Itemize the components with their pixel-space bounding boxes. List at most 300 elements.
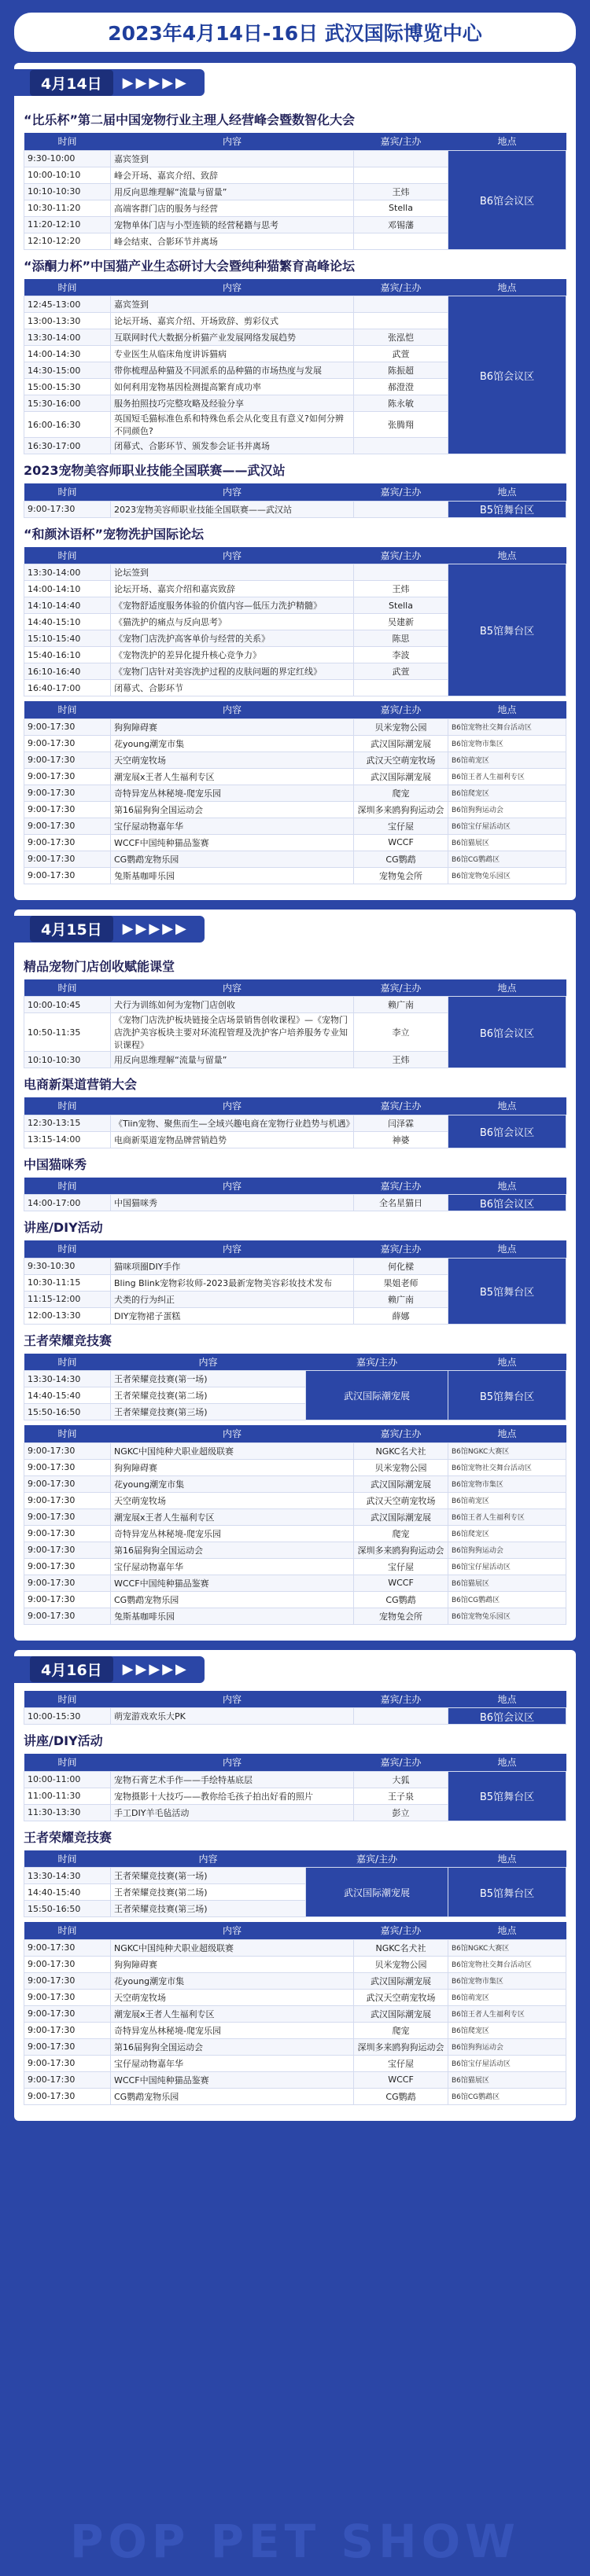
table-header: 嘉宾/主办 bbox=[306, 1354, 448, 1371]
time-cell: 10:50-11:35 bbox=[24, 1013, 111, 1052]
content-cell: 《宠物舒适度服务体验的价值内容—低压力洗护精髓》 bbox=[111, 597, 354, 614]
content-cell: 王者荣耀竞技赛(第三场) bbox=[111, 1404, 306, 1420]
host-cell: WCCF bbox=[354, 2071, 448, 2088]
time-cell: 14:00-14:30 bbox=[24, 346, 111, 362]
content-cell: 第16届狗狗全国运动会 bbox=[111, 1542, 354, 1558]
table-header: 地点 bbox=[448, 701, 566, 718]
day-banner bbox=[14, 69, 205, 96]
time-cell: 9:00-17:30 bbox=[24, 2071, 111, 2088]
section-title: “比乐杯”第二届中国宠物行业主理人经营峰会暨数智化大会 bbox=[24, 112, 356, 127]
content-cell: 奇特异宠丛林秘境-爬宠乐园 bbox=[111, 785, 354, 801]
host-cell: 宠物兔会所 bbox=[354, 867, 448, 884]
table-row bbox=[24, 2022, 566, 2038]
location-cell: B5馆舞台区 bbox=[448, 1258, 566, 1324]
table-header: 内容 bbox=[111, 547, 354, 564]
time-cell: 15:30-16:00 bbox=[24, 395, 111, 412]
host-cell: 武汉国际潮宠展 bbox=[306, 1868, 448, 1917]
content-cell: CG鹦鹉宠物乐园 bbox=[111, 2088, 354, 2104]
content-cell: 嘉宾签到 bbox=[111, 150, 354, 167]
table-row bbox=[24, 867, 566, 884]
table-row bbox=[24, 785, 566, 801]
content-cell: 互联网时代大数据分析猫产业发展网络发展趋势 bbox=[111, 329, 354, 346]
content-cell: 宠物单体门店与小型连锁的经营秘籍与思考 bbox=[111, 216, 354, 233]
content-cell: 奇特异宠丛林秘境-爬宠乐园 bbox=[111, 1525, 354, 1542]
table-header: 时间 bbox=[24, 1922, 111, 1939]
table-header: 时间 bbox=[24, 547, 111, 564]
table-header: 时间 bbox=[24, 1178, 111, 1195]
host-cell: 武萱 bbox=[354, 346, 448, 362]
host-cell: 深圳多来鸥狗狗运动会 bbox=[354, 2038, 448, 2055]
host-cell: 王炜 bbox=[354, 183, 448, 200]
content-cell: 《宠物门店洗护板块链接全店场景销售创收课程》—《宠物门店洗护美容板块主要对环流程管理及洗护客户培养服务专业知识课程》 bbox=[111, 1013, 354, 1052]
time-cell: 9:00-17:30 bbox=[24, 1972, 111, 1989]
location-cell: B6馆狗狗运动会 bbox=[448, 2038, 566, 2055]
host-cell: 武汉国际潮宠展 bbox=[354, 2005, 448, 2022]
host-cell: WCCF bbox=[354, 834, 448, 851]
host-cell: 武汉国际潮宠展 bbox=[354, 1972, 448, 1989]
table-row bbox=[24, 1972, 566, 1989]
host-cell: 武汉天空萌宠牧场 bbox=[354, 751, 448, 768]
host-cell bbox=[354, 150, 448, 167]
time-cell: 10:10-10:30 bbox=[24, 1052, 111, 1068]
schedule-table bbox=[24, 1754, 566, 1821]
content-cell: 王者荣耀竞技赛(第一场) bbox=[111, 1371, 306, 1387]
content-cell: 犬类的行为纠正 bbox=[111, 1291, 354, 1307]
schedule-table bbox=[24, 1922, 566, 2105]
time-cell: 9:00-17:30 bbox=[24, 1508, 111, 1525]
time-cell: 10:10-10:30 bbox=[24, 183, 111, 200]
time-cell: 16:30-17:00 bbox=[24, 438, 111, 454]
day-banner bbox=[14, 1656, 205, 1683]
table-header: 内容 bbox=[111, 1850, 306, 1868]
table-header: 嘉宾/主办 bbox=[354, 1178, 448, 1195]
table-row bbox=[24, 1558, 566, 1575]
content-cell: 英国短毛猫标准色系和特殊色系会从化变且有意义?如何分辨不同颜色? bbox=[111, 412, 354, 438]
host-cell bbox=[354, 296, 448, 313]
location-cell: B6馆猫展区 bbox=[448, 2071, 566, 2088]
location-cell: B6馆萌宠区 bbox=[448, 1492, 566, 1508]
host-cell bbox=[354, 313, 448, 329]
location-cell: B6馆萌宠区 bbox=[448, 1989, 566, 2005]
time-cell: 14:40-15:40 bbox=[24, 1387, 111, 1404]
content-cell: NGKC中国纯种犬职业超级联赛 bbox=[111, 1939, 354, 1956]
section-title: “和颜沐语杯”宠物洗护国际论坛 bbox=[24, 526, 205, 542]
time-cell: 16:00-16:30 bbox=[24, 412, 111, 438]
time-cell: 10:30-11:20 bbox=[24, 200, 111, 216]
table-header: 地点 bbox=[448, 133, 566, 150]
table-header: 时间 bbox=[24, 701, 111, 718]
time-cell: 15:50-16:50 bbox=[24, 1404, 111, 1420]
day-label: 4月15日 bbox=[30, 916, 113, 942]
content-cell: 宠物石膏艺术手作——手绘特基底层 bbox=[111, 1771, 354, 1788]
schedule-table bbox=[24, 1850, 566, 1918]
location-cell: B6馆猫展区 bbox=[448, 1575, 566, 1591]
content-cell: 《宠物门店洗护高客单价与经营的关系》 bbox=[111, 630, 354, 647]
table-header: 时间 bbox=[24, 133, 111, 150]
host-cell: Stella bbox=[354, 597, 448, 614]
table-header: 时间 bbox=[24, 1754, 111, 1771]
schedule-table bbox=[24, 1097, 566, 1148]
day-label: 4月16日 bbox=[30, 1656, 113, 1682]
location-cell: B6馆宝仔屋活动区 bbox=[448, 2055, 566, 2071]
time-cell: 15:50-16:50 bbox=[24, 1901, 111, 1917]
host-cell: NGKC名犬社 bbox=[354, 1939, 448, 1956]
time-cell: 9:00-17:30 bbox=[24, 1591, 111, 1608]
table-header: 时间 bbox=[24, 1097, 111, 1115]
content-cell: 天空萌宠牧场 bbox=[111, 751, 354, 768]
table-header: 内容 bbox=[111, 279, 354, 296]
host-cell: CG鹦鹉 bbox=[354, 1591, 448, 1608]
table-header: 嘉宾/主办 bbox=[354, 1425, 448, 1442]
content-cell: 萌宠游戏欢乐大PK bbox=[111, 1708, 354, 1725]
section-title: 讲座/DIY活动 bbox=[24, 1733, 103, 1748]
table-header: 地点 bbox=[448, 1922, 566, 1939]
location-cell: B6馆会议区 bbox=[448, 1195, 566, 1211]
table-row bbox=[24, 1475, 566, 1492]
table-row bbox=[24, 1492, 566, 1508]
day-card bbox=[14, 63, 576, 900]
table-header: 地点 bbox=[448, 1754, 566, 1771]
host-cell: 深圳多来鸥狗狗运动会 bbox=[354, 1542, 448, 1558]
table-row bbox=[24, 801, 566, 818]
host-cell: 贝米宠物公园 bbox=[354, 718, 448, 735]
table-header: 内容 bbox=[111, 1425, 354, 1442]
host-cell: 闫泽霖 bbox=[354, 1115, 448, 1131]
time-cell: 9:00-17:30 bbox=[24, 1956, 111, 1972]
table-row bbox=[24, 1939, 566, 1956]
content-cell: 宠物摄影十大技巧——教你给毛孩子拍出好看的照片 bbox=[111, 1788, 354, 1804]
content-cell: 潮宠展x王者人生福利专区 bbox=[111, 1508, 354, 1525]
table-row bbox=[24, 1459, 566, 1475]
time-cell: 11:15-12:00 bbox=[24, 1291, 111, 1307]
table-header: 内容 bbox=[111, 1354, 306, 1371]
host-cell: 宝仔屋 bbox=[354, 1558, 448, 1575]
schedule-table bbox=[24, 133, 566, 250]
content-cell: 花young潮宠市集 bbox=[111, 1972, 354, 1989]
location-cell: B6馆猫展区 bbox=[448, 834, 566, 851]
host-cell bbox=[354, 438, 448, 454]
time-cell: 14:40-15:40 bbox=[24, 1884, 111, 1901]
host-cell: 吴建新 bbox=[354, 614, 448, 630]
schedule-table bbox=[24, 547, 566, 697]
content-cell: 花young潮宠市集 bbox=[111, 735, 354, 751]
content-cell: 天空萌宠牧场 bbox=[111, 1989, 354, 2005]
host-cell: 彭立 bbox=[354, 1804, 448, 1821]
table-row bbox=[24, 501, 566, 517]
arrows-decoration: ▶▶▶▶▶ bbox=[122, 921, 189, 937]
content-cell: CG鹦鹉宠物乐园 bbox=[111, 1591, 354, 1608]
content-cell: 带你梳理品种猫及不同派系的品种猫的市场热度与发展 bbox=[111, 362, 354, 379]
host-cell bbox=[354, 167, 448, 183]
time-cell: 14:10-14:40 bbox=[24, 597, 111, 614]
time-cell: 12:00-13:30 bbox=[24, 1307, 111, 1324]
host-cell: 爬宠 bbox=[354, 1525, 448, 1542]
host-cell: 张腾翔 bbox=[354, 412, 448, 438]
host-cell: 武汉国际潮宠展 bbox=[354, 1508, 448, 1525]
table-row bbox=[24, 2038, 566, 2055]
time-cell: 9:00-17:30 bbox=[24, 1989, 111, 2005]
arrows-decoration: ▶▶▶▶▶ bbox=[122, 74, 189, 91]
time-cell: 12:45-13:00 bbox=[24, 296, 111, 313]
host-cell: 王子泉 bbox=[354, 1788, 448, 1804]
content-cell: 用反向思维理解“流量与留量” bbox=[111, 183, 354, 200]
table-header: 时间 bbox=[24, 1850, 111, 1868]
table-row bbox=[24, 1258, 566, 1274]
time-cell: 15:40-16:10 bbox=[24, 647, 111, 663]
host-cell: 王炜 bbox=[354, 581, 448, 597]
time-cell: 15:00-15:30 bbox=[24, 379, 111, 395]
content-cell: 狗狗障碍赛 bbox=[111, 718, 354, 735]
location-cell: B6馆王者人生福利专区 bbox=[448, 2005, 566, 2022]
host-cell: 深圳多来鸥狗狗运动会 bbox=[354, 801, 448, 818]
table-header: 嘉宾/主办 bbox=[354, 1754, 448, 1771]
content-cell: 服务拍照技巧完整攻略及经验分享 bbox=[111, 395, 354, 412]
host-cell: 邓锡藩 bbox=[354, 216, 448, 233]
table-row bbox=[24, 1989, 566, 2005]
host-cell: 神婆 bbox=[354, 1131, 448, 1148]
content-cell: 闭幕式、合影环节、颁发参会证书并离场 bbox=[111, 438, 354, 454]
host-cell: CG鹦鹉 bbox=[354, 851, 448, 867]
location-cell: B6馆会议区 bbox=[448, 1115, 566, 1148]
host-cell bbox=[354, 564, 448, 581]
section-title: 2023宠物美容师职业技能全国联赛——武汉站 bbox=[24, 463, 286, 478]
time-cell: 9:30-10:00 bbox=[24, 150, 111, 167]
table-header: 嘉宾/主办 bbox=[306, 1850, 448, 1868]
content-cell: 如何利用宠物基因检测提高繁育成功率 bbox=[111, 379, 354, 395]
host-cell: 武汉天空萌宠牧场 bbox=[354, 1492, 448, 1508]
host-cell: 贝米宠物公园 bbox=[354, 1459, 448, 1475]
time-cell: 9:00-17:30 bbox=[24, 1475, 111, 1492]
day-card bbox=[14, 1650, 576, 2121]
host-cell: 陈振超 bbox=[354, 362, 448, 379]
table-header: 地点 bbox=[448, 1425, 566, 1442]
day-banner bbox=[14, 916, 205, 943]
host-cell: 果姐老师 bbox=[354, 1274, 448, 1291]
table-row bbox=[24, 1868, 566, 1884]
location-cell: B6馆CG鹦鹉区 bbox=[448, 2088, 566, 2104]
table-header: 地点 bbox=[448, 1097, 566, 1115]
host-cell: CG鹦鹉 bbox=[354, 2088, 448, 2104]
table-header: 嘉宾/主办 bbox=[354, 547, 448, 564]
schedule-table bbox=[24, 279, 566, 455]
content-cell: 王者荣耀竞技赛(第二场) bbox=[111, 1884, 306, 1901]
time-cell: 9:00-17:30 bbox=[24, 718, 111, 735]
content-cell: 潮宠展x王者人生福利专区 bbox=[111, 768, 354, 785]
content-cell: 《宠物门店针对美容洗护过程的皮肤问题的界定红线》 bbox=[111, 663, 354, 680]
host-cell: Stella bbox=[354, 200, 448, 216]
time-cell: 10:00-10:10 bbox=[24, 167, 111, 183]
content-cell: DIY宠物裙子蛋糕 bbox=[111, 1307, 354, 1324]
table-row bbox=[24, 718, 566, 735]
schedule-table bbox=[24, 1354, 566, 1421]
content-cell: WCCF中国纯种猫品鉴赛 bbox=[111, 1575, 354, 1591]
table-header: 内容 bbox=[111, 1922, 354, 1939]
table-row bbox=[24, 1371, 566, 1387]
content-cell: 奇特异宠丛林秘境-爬宠乐园 bbox=[111, 2022, 354, 2038]
content-cell: 闭幕式、合影环节 bbox=[111, 680, 354, 696]
location-cell: B6馆NGKC大赛区 bbox=[448, 1939, 566, 1956]
time-cell: 9:00-17:30 bbox=[24, 1939, 111, 1956]
section-title: 中国猫咪秀 bbox=[24, 1156, 87, 1172]
location-cell: B6馆王者人生福利专区 bbox=[448, 768, 566, 785]
content-cell: 嘉宾签到 bbox=[111, 296, 354, 313]
table-header: 时间 bbox=[24, 1425, 111, 1442]
location-cell: B6馆会议区 bbox=[448, 296, 566, 454]
location-cell: B6馆狗狗运动会 bbox=[448, 1542, 566, 1558]
time-cell: 9:00-17:30 bbox=[24, 2055, 111, 2071]
location-cell: B6馆CG鹦鹉区 bbox=[448, 851, 566, 867]
time-cell: 9:30-10:30 bbox=[24, 1258, 111, 1274]
location-cell: B6馆宠物市集区 bbox=[448, 1972, 566, 1989]
table-row bbox=[24, 1525, 566, 1542]
table-header: 内容 bbox=[111, 701, 354, 718]
location-cell: B6馆CG鹦鹉区 bbox=[448, 1591, 566, 1608]
table-row bbox=[24, 150, 566, 167]
schedule-table bbox=[24, 1240, 566, 1325]
content-cell: 第16届狗狗全国运动会 bbox=[111, 801, 354, 818]
host-cell: 宝仔屋 bbox=[354, 818, 448, 834]
content-cell: 宝仔屋动物嘉年华 bbox=[111, 818, 354, 834]
table-header: 地点 bbox=[448, 1691, 566, 1708]
time-cell: 9:00-17:30 bbox=[24, 1459, 111, 1475]
location-cell: B6馆会议区 bbox=[448, 1708, 566, 1725]
day-label: 4月14日 bbox=[30, 70, 113, 96]
time-cell: 13:00-13:30 bbox=[24, 313, 111, 329]
time-cell: 9:00-17:30 bbox=[24, 2088, 111, 2104]
location-cell: B6馆萌宠区 bbox=[448, 751, 566, 768]
location-cell: B6馆会议区 bbox=[448, 150, 566, 249]
table-row bbox=[24, 296, 566, 313]
content-cell: 天空萌宠牧场 bbox=[111, 1492, 354, 1508]
location-cell: B6馆爬宠区 bbox=[448, 2022, 566, 2038]
location-cell: B6馆宝仔屋活动区 bbox=[448, 1558, 566, 1575]
table-header: 内容 bbox=[111, 1240, 354, 1258]
content-cell: 论坛开场、嘉宾介绍和嘉宾致辞 bbox=[111, 581, 354, 597]
host-cell: 武汉国际潮宠展 bbox=[354, 735, 448, 751]
section-title: 电商新渠道营销大会 bbox=[24, 1077, 138, 1092]
content-cell: WCCF中国纯种猫品鉴赛 bbox=[111, 834, 354, 851]
table-row bbox=[24, 1115, 566, 1131]
table-header: 嘉宾/主办 bbox=[354, 483, 448, 501]
day-card bbox=[14, 910, 576, 1641]
table-row bbox=[24, 1708, 566, 1725]
content-cell: 花young潮宠市集 bbox=[111, 1475, 354, 1492]
host-cell: 王炜 bbox=[354, 1052, 448, 1068]
time-cell: 9:00-17:30 bbox=[24, 735, 111, 751]
time-cell: 9:00-17:30 bbox=[24, 751, 111, 768]
content-cell: 《Tiin宠物、聚焦而生—全域兴趣电商在宠物行业趋势与机遇》 bbox=[111, 1115, 354, 1131]
table-row bbox=[24, 834, 566, 851]
table-header: 内容 bbox=[111, 1754, 354, 1771]
location-cell: B5馆舞台区 bbox=[448, 1371, 566, 1420]
content-cell: Bling Blink宠物彩妆师-2023最新宠物美容彩妆技术发布 bbox=[111, 1274, 354, 1291]
content-cell: 宝仔屋动物嘉年华 bbox=[111, 2055, 354, 2071]
time-cell: 9:00-17:30 bbox=[24, 1608, 111, 1624]
host-cell: 宝仔屋 bbox=[354, 2055, 448, 2071]
time-cell: 13:30-14:00 bbox=[24, 564, 111, 581]
section-title: 王者荣耀竞技赛 bbox=[24, 1332, 112, 1348]
location-cell: B5馆舞台区 bbox=[448, 564, 566, 696]
host-cell: 全名星猫日 bbox=[354, 1195, 448, 1211]
time-cell: 16:10-16:40 bbox=[24, 663, 111, 680]
time-cell: 9:00-17:30 bbox=[24, 867, 111, 884]
table-header: 时间 bbox=[24, 279, 111, 296]
host-cell: 陈思 bbox=[354, 630, 448, 647]
content-cell: 宝仔屋动物嘉年华 bbox=[111, 1558, 354, 1575]
table-header: 嘉宾/主办 bbox=[354, 1691, 448, 1708]
table-header: 嘉宾/主办 bbox=[354, 1097, 448, 1115]
section-title: “添酮力杯”中国猫产业生态研讨大会暨纯种猫繁育高峰论坛 bbox=[24, 258, 356, 274]
section-title: 讲座/DIY活动 bbox=[24, 1220, 103, 1235]
content-cell: 狗狗障碍赛 bbox=[111, 1459, 354, 1475]
table-header: 内容 bbox=[111, 1691, 354, 1708]
table-row bbox=[24, 2088, 566, 2104]
content-cell: 专业医生从临床角度讲诉猫病 bbox=[111, 346, 354, 362]
table-header: 嘉宾/主办 bbox=[354, 701, 448, 718]
time-cell: 14:30-15:00 bbox=[24, 362, 111, 379]
time-cell: 9:00-17:30 bbox=[24, 1442, 111, 1459]
host-cell: 宠物兔会所 bbox=[354, 1608, 448, 1624]
time-cell: 11:20-12:10 bbox=[24, 216, 111, 233]
table-header: 内容 bbox=[111, 1178, 354, 1195]
table-row bbox=[24, 1771, 566, 1788]
time-cell: 9:00-17:30 bbox=[24, 801, 111, 818]
time-cell: 10:30-11:15 bbox=[24, 1274, 111, 1291]
schedule-table bbox=[24, 979, 566, 1069]
footer-watermark: POP PET SHOW bbox=[70, 2515, 520, 2568]
schedule-table bbox=[24, 1425, 566, 1625]
time-cell: 10:00-10:45 bbox=[24, 997, 111, 1013]
table-row bbox=[24, 564, 566, 581]
host-cell: 陈永敏 bbox=[354, 395, 448, 412]
content-cell: 犬行为训练如何为宠物门店创收 bbox=[111, 997, 354, 1013]
content-cell: 论坛开场、嘉宾介绍、开场致辞、剪彩仪式 bbox=[111, 313, 354, 329]
content-cell: 王者荣耀竞技赛(第三场) bbox=[111, 1901, 306, 1917]
content-cell: 狗狗障碍赛 bbox=[111, 1956, 354, 1972]
location-cell: B6馆王者人生福利专区 bbox=[448, 1508, 566, 1525]
content-cell: 《猫洗护的痛点与反向思考》 bbox=[111, 614, 354, 630]
host-cell bbox=[354, 233, 448, 249]
table-header: 地点 bbox=[448, 1178, 566, 1195]
content-cell: 猫咪项圈DIY手作 bbox=[111, 1258, 354, 1274]
location-cell: B5馆舞台区 bbox=[448, 1771, 566, 1821]
table-header: 时间 bbox=[24, 1354, 111, 1371]
time-cell: 14:40-15:10 bbox=[24, 614, 111, 630]
time-cell: 11:00-11:30 bbox=[24, 1788, 111, 1804]
time-cell: 10:00-11:00 bbox=[24, 1771, 111, 1788]
table-header: 时间 bbox=[24, 979, 111, 997]
host-cell: 贝米宠物公园 bbox=[354, 1956, 448, 1972]
time-cell: 16:40-17:00 bbox=[24, 680, 111, 696]
host-cell: 郝澄澄 bbox=[354, 379, 448, 395]
table-row bbox=[24, 1508, 566, 1525]
table-header: 地点 bbox=[448, 483, 566, 501]
table-header: 时间 bbox=[24, 1240, 111, 1258]
host-cell: 武汉国际潮宠展 bbox=[354, 768, 448, 785]
host-cell: 爬宠 bbox=[354, 785, 448, 801]
location-cell: B6馆宠物社交舞台活动区 bbox=[448, 1956, 566, 1972]
time-cell: 12:10-12:20 bbox=[24, 233, 111, 249]
host-cell bbox=[354, 680, 448, 696]
host-cell: 武汉国际潮宠展 bbox=[306, 1371, 448, 1420]
location-cell: B6馆爬宠区 bbox=[448, 785, 566, 801]
host-cell: 何化樑 bbox=[354, 1258, 448, 1274]
time-cell: 9:00-17:30 bbox=[24, 768, 111, 785]
table-header: 地点 bbox=[448, 1850, 566, 1868]
time-cell: 9:00-17:30 bbox=[24, 1558, 111, 1575]
schedule-table bbox=[24, 701, 566, 884]
location-cell: B5馆舞台区 bbox=[448, 501, 566, 517]
